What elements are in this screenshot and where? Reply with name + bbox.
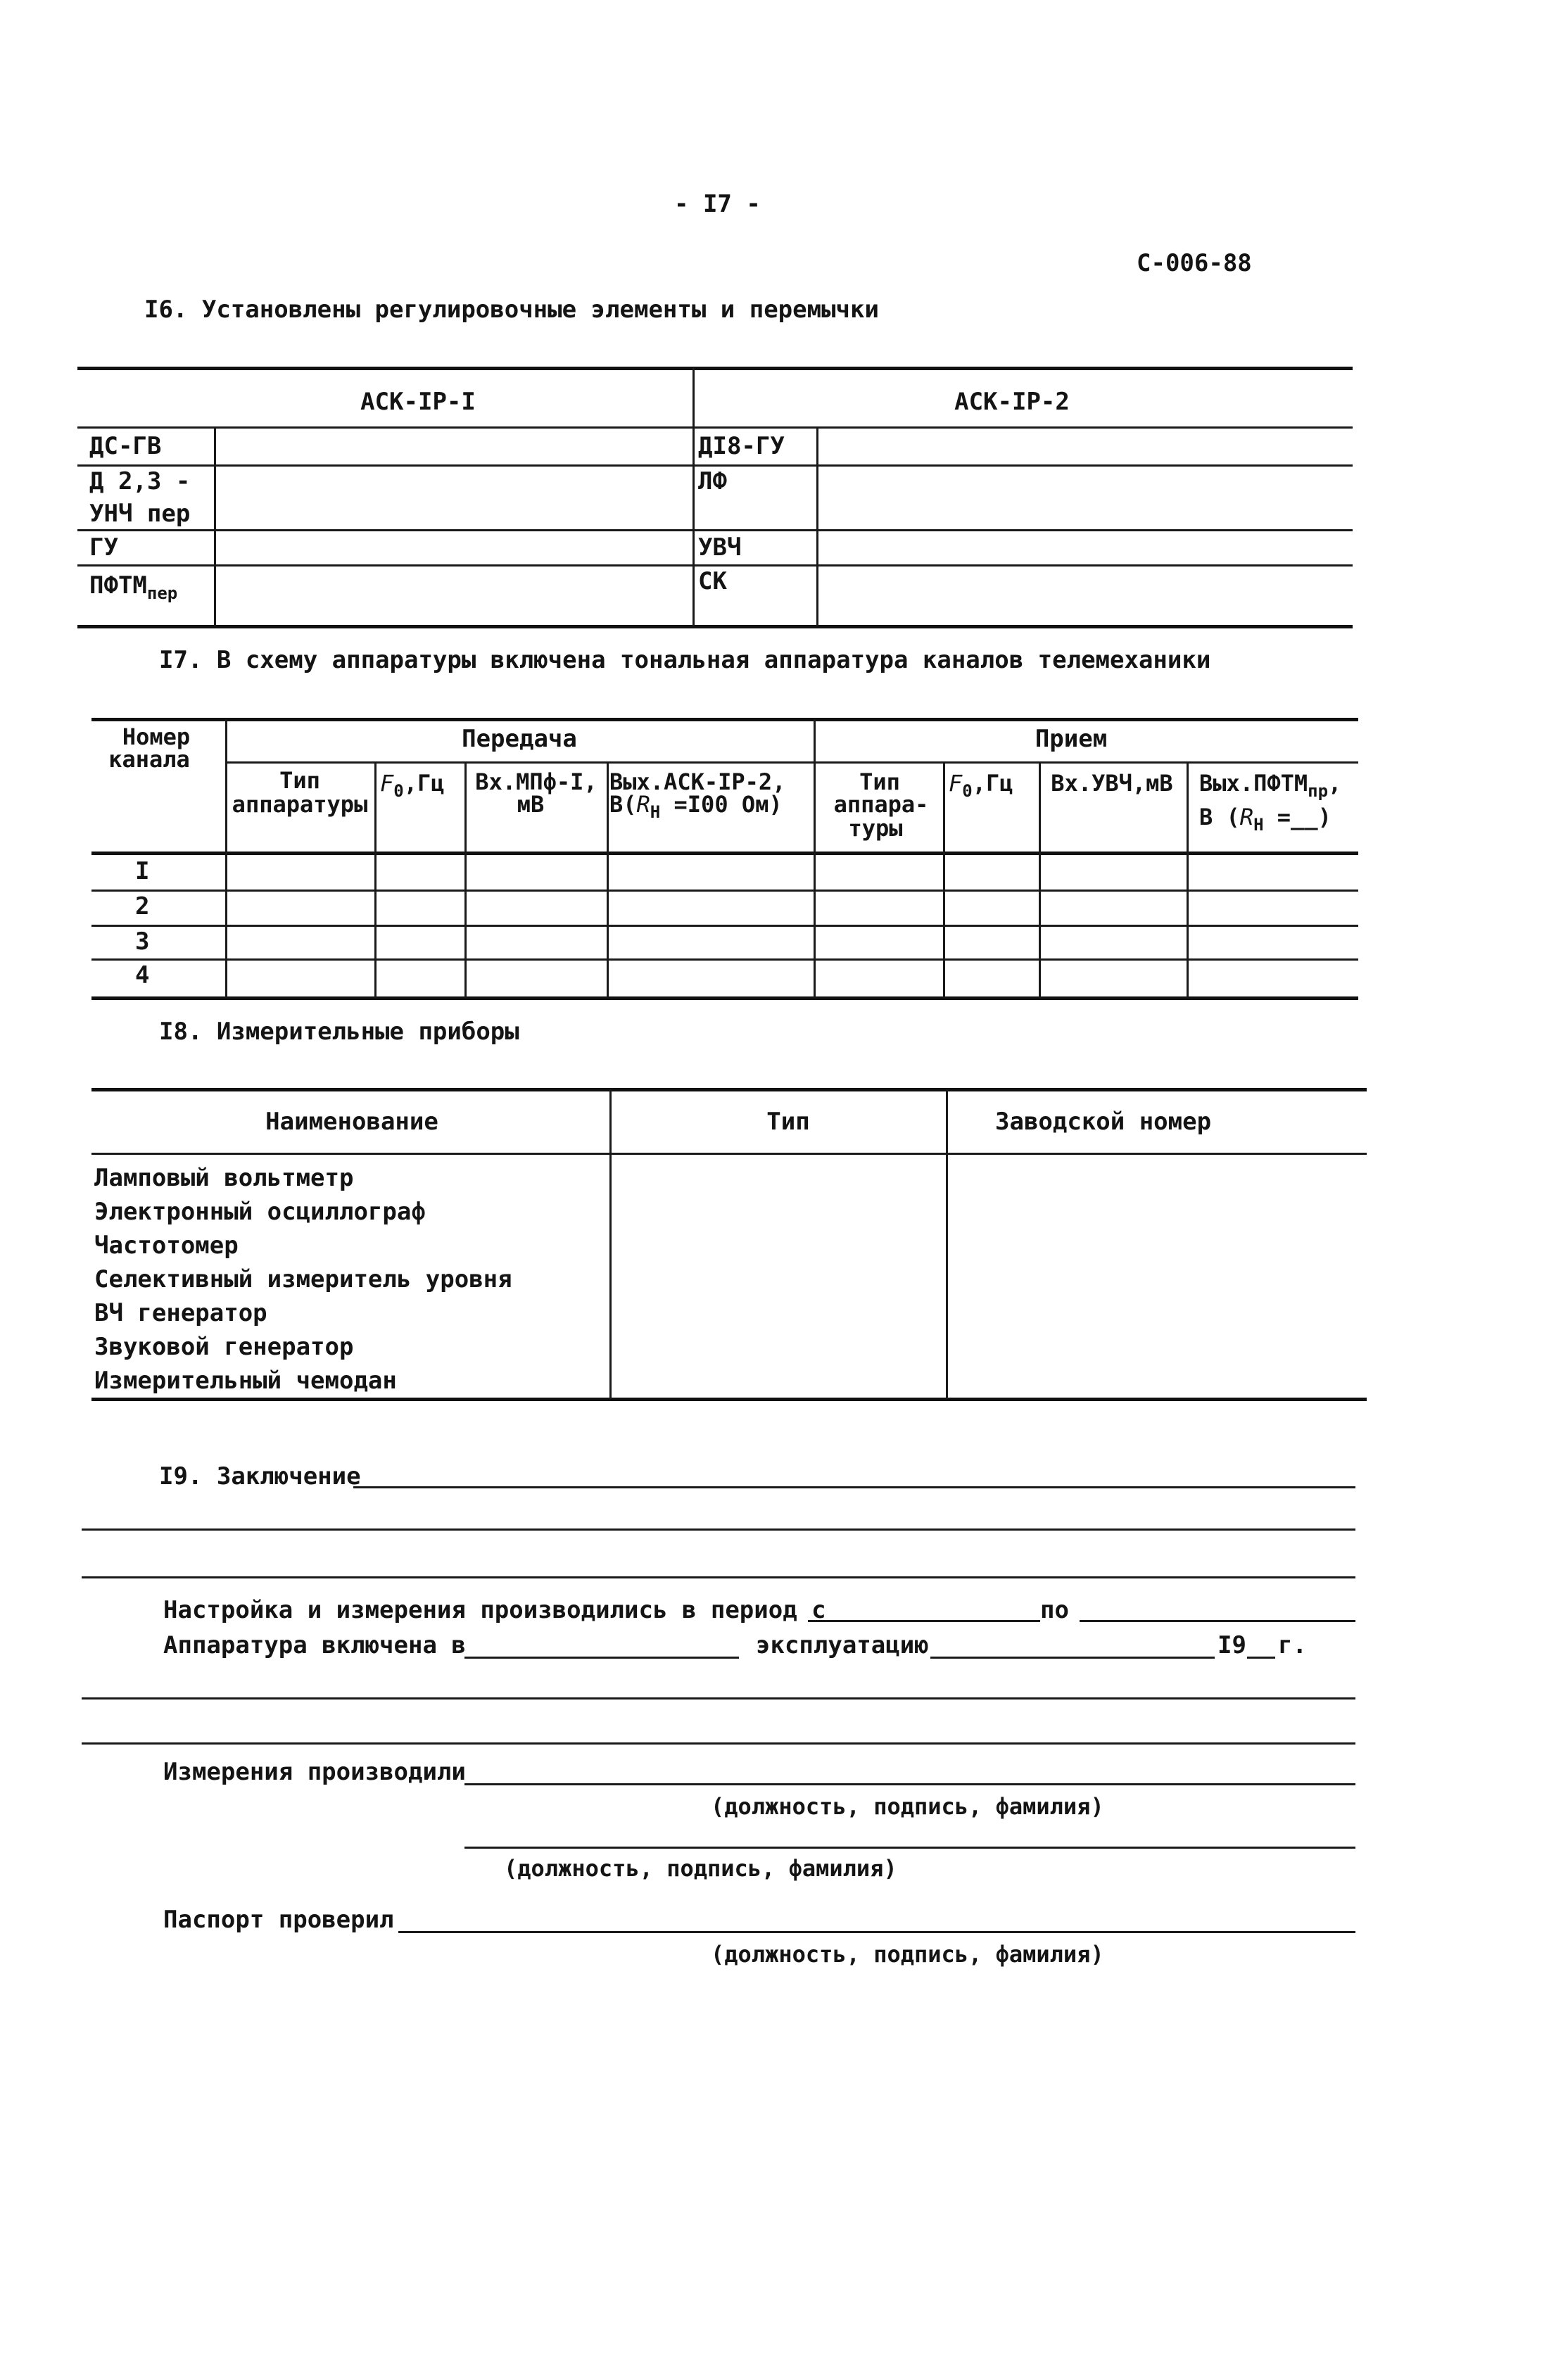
page-number: - I7 -	[674, 190, 761, 218]
signature-caption: (должность, подпись, фамилия)	[711, 1941, 1104, 1968]
measured-by-label: Измерения производили	[163, 1758, 466, 1786]
date-line	[930, 1657, 1215, 1659]
instrument-name: Электронный осциллограф	[94, 1198, 426, 1226]
channel-number: I	[135, 857, 150, 885]
channel-number: 3	[135, 928, 150, 956]
element-label: ГУ	[89, 533, 118, 562]
element-label: УВЧ	[698, 533, 742, 562]
element-label: ДС-ГВ	[89, 432, 162, 460]
period-to-label: по	[1040, 1596, 1069, 1624]
column-header-tx-type: Тип	[279, 767, 320, 794]
conclusion-line	[82, 1576, 1355, 1578]
signature-caption: (должность, подпись, фамилия)	[504, 1855, 897, 1882]
column-header-tx-input: Вх.МПф-I,	[475, 768, 597, 795]
element-label: $ПФТМ_{пер}$	[89, 571, 178, 603]
year-suffix: г.	[1278, 1631, 1307, 1659]
year-line	[1247, 1657, 1275, 1659]
in-service-label: Аппаратура включена в	[163, 1631, 466, 1659]
section18-title: I8. Измерительные приборы	[159, 1018, 519, 1046]
notes-line	[82, 1742, 1355, 1745]
column-header-tx-f0: $F_0,Гц$	[380, 770, 445, 801]
column-header-serial: Заводской номер	[995, 1108, 1212, 1136]
column-header-rx-output-load: В ($R_Н$ =__)	[1199, 804, 1332, 835]
column-header-ask1: АСК-IР-I	[360, 388, 476, 416]
signature-line	[464, 1847, 1355, 1849]
signature-line	[398, 1931, 1355, 1933]
checked-by-label: Паспорт проверил	[163, 1906, 394, 1934]
conclusion-line	[353, 1486, 1355, 1488]
signature-caption: (должность, подпись, фамилия)	[711, 1793, 1104, 1820]
section19-title: I9. Заключение	[159, 1462, 361, 1490]
column-header-rx-f0: $F_0,Гц$	[949, 770, 1013, 801]
period-start-line	[808, 1620, 1040, 1622]
instrument-name: Измерительный чемодан	[94, 1367, 397, 1395]
signature-line	[464, 1783, 1355, 1785]
column-header-channel: канала	[108, 746, 190, 773]
period-end-line	[1080, 1620, 1355, 1622]
notes-line	[82, 1697, 1355, 1699]
column-header-tx-type: аппаратуры	[232, 791, 368, 818]
year-prefix: I9	[1217, 1631, 1246, 1659]
section16-title: I6. Установлены регулировочные элементы и перемычки	[144, 296, 879, 324]
instrument-name: Частотомер	[94, 1232, 239, 1260]
channel-number: 4	[135, 961, 150, 989]
element-label: СК	[698, 567, 727, 595]
column-header-name: Наименование	[265, 1108, 438, 1136]
column-header-tx-input: мВ	[517, 791, 545, 818]
column-header-ask2: АСК-IР-2	[954, 388, 1070, 416]
conclusion-line	[82, 1528, 1355, 1531]
column-header-rx-type: аппара-	[833, 791, 929, 818]
column-header-tx-output-load: $В(R_Н =I00$ Ом)	[609, 791, 783, 822]
instrument-name: ВЧ генератор	[94, 1299, 267, 1327]
column-header-rx-type: туры	[848, 815, 903, 842]
instrument-name: Звуковой генератор	[94, 1333, 354, 1361]
setup-period-label: Настройка и измерения производились в период с	[163, 1596, 826, 1624]
column-header-tx-output: Вых.АСК-IР-2,	[609, 768, 786, 795]
group-header-reception: Прием	[1035, 725, 1108, 753]
instrument-name: Ламповый вольтметр	[94, 1164, 354, 1192]
element-label: УНЧ пер	[89, 500, 191, 528]
element-label: Д 2,3 -	[89, 467, 191, 495]
section17-title: I7. В схему аппаратуры включена тональная аппаратура каналов телемеханики	[159, 646, 1211, 674]
instrument-name: Селективный измеритель уровня	[94, 1265, 512, 1293]
column-header-rx-output: $Вых.ПФТМ_{пр}$,	[1199, 770, 1342, 801]
element-label: ЛФ	[698, 467, 727, 495]
column-header-rx-input: Вх.УВЧ,мВ	[1051, 770, 1173, 797]
element-label: ДI8-ГУ	[698, 432, 785, 460]
in-service-line	[464, 1657, 739, 1659]
exploitation-label: эксплуатацию	[756, 1631, 929, 1659]
column-header-rx-type: Тип	[859, 768, 900, 795]
document-code: С-006-88	[1137, 249, 1252, 277]
channel-number: 2	[135, 892, 150, 920]
group-header-transmission: Передача	[462, 725, 577, 753]
column-header-type: Тип	[766, 1108, 810, 1136]
column-header-channel: Номер	[122, 723, 191, 750]
